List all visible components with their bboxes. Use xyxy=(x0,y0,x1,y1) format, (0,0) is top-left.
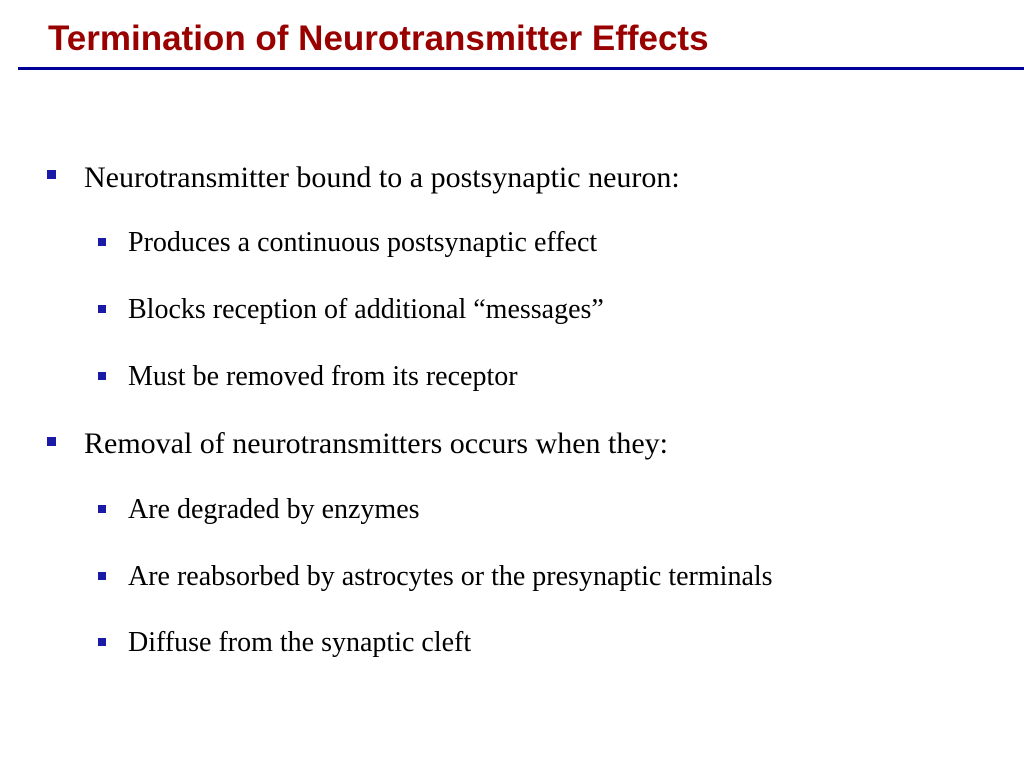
square-bullet-icon xyxy=(47,170,56,179)
slide-title: Termination of Neurotransmitter Effects xyxy=(48,19,709,58)
square-bullet-icon xyxy=(98,372,106,380)
bullet-item: Neurotransmitter bound to a postsynaptic neuron: xyxy=(84,161,680,194)
sub-bullet-item: Are degraded by enzymes xyxy=(128,494,420,525)
sub-bullet-item: Must be removed from its receptor xyxy=(128,361,518,392)
square-bullet-icon xyxy=(98,505,106,513)
sub-bullet-item: Are reabsorbed by astrocytes or the presynaptic terminals xyxy=(128,561,773,592)
sub-bullet-item: Diffuse from the synaptic cleft xyxy=(128,627,472,658)
square-bullet-icon xyxy=(47,437,56,446)
sub-bullet-item: Blocks reception of additional “messages” xyxy=(128,294,604,325)
square-bullet-icon xyxy=(98,238,106,246)
title-underline xyxy=(18,67,1024,70)
bullet-item: Removal of neurotransmitters occurs when they: xyxy=(84,427,669,460)
sub-bullet-item: Produces a continuous postsynaptic effect xyxy=(128,227,598,258)
square-bullet-icon xyxy=(98,572,106,580)
square-bullet-icon xyxy=(98,305,106,313)
square-bullet-icon xyxy=(98,638,106,646)
